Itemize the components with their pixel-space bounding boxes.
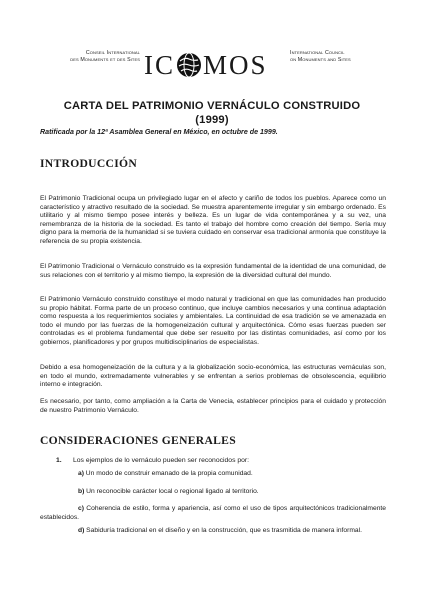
sub-list-item: [40, 470, 386, 479]
sub-item-text: Sabiduría tradicional en el diseño y en la construcción, que es trasmitida de manera informal.: [84, 527, 362, 534]
letterhead-english-name: [290, 50, 386, 64]
sub-item-text: Un reconocible carácter local o regional ligado al territorio.: [84, 488, 259, 495]
logo-text-left: IC: [144, 49, 175, 80]
letterhead: [40, 44, 386, 84]
logo-text-right: MOS: [203, 49, 268, 80]
intro-paragraph: El Patrimonio Vernáculo construido constituye el modo natural y tradicional en que las comunidades han producido su propio hábitat. Forma parte de un proceso continuo, que incluye cambios necesarios y una continua adaptación como respuesta a los requerimientos sociales y ambientales. La continuidad de esa tradición se ve amenazada en todo el mundo por las fuerzas de la homogeneización cultural y arquitectónica. Cómo esas fuerzas pueden ser controladas es el problema fundamental que debe ser resuelto por las distintas comunidades, así como por los gobiernos, planificadores y por grupos multidisciplinarios de especialistas.: [40, 296, 386, 346]
intro-paragraph: Es necesario, por tanto, como ampliación a la Carta de Venecia, establecer principios para el cuidado y protección de nuestro Patrimonio Vernáculo.: [40, 398, 386, 414]
icomos-logo: [144, 44, 294, 80]
sub-list-item: [40, 505, 386, 523]
document-title: [30, 99, 394, 127]
sub-item-label: a): [78, 470, 84, 477]
intro-paragraph: El Patrimonio Tradicional o Vernáculo construido es la expresión fundamental de la identidad de una comunidad, de sus relaciones con el territorio y al mismo tiempo, la expresión de la diversidad cultural del mundo.: [40, 263, 386, 279]
section-heading-consideraciones: CONSIDERACIONES GENERALES: [40, 434, 236, 447]
document-title-line1: CARTA DEL PATRIMONIO VERNÁCULO CONSTRUIDO: [63, 100, 361, 112]
section-heading-introduccion: INTRODUCCIÓN: [40, 157, 138, 170]
sub-item-text: Un modo de construir emanado de la propia comunidad.: [83, 470, 253, 477]
intro-paragraph: Debido a esa homogeneización de la cultura y a la globalización socio-económica, las estructuras vernáculas son, en todo el mundo, extremadamente vulnerables y se enfrentan a serios problemas de obsolescencia, equilibrio interno e integración.: [40, 364, 386, 389]
letterhead-left-line1: Conseil International: [85, 50, 140, 56]
letterhead-french-name: [40, 50, 140, 64]
letterhead-right-line1: International Council: [290, 50, 345, 56]
globe-icon: [176, 52, 202, 78]
intro-paragraph: El Patrimonio Tradicional ocupa un privilegiado lugar en el afecto y cariño de todos los pueblos. Aparece como un característico y atractivo resultado de la sociedad. Se muestra aparentemente irregular y sin embargo ordenado. Es utilitario y al mismo tiempo posee interés y belleza. Es un lugar de vida contemporánea y a su vez, una remembranza de la historia de la sociedad. Es tanto el trabajo del hombre como creación del tiempo. Sería muy digno para la memoria de la humanidad si se tuviera cuidado en conservar esa tradicional armonía que constituye la referencia de su propia existencia.: [40, 195, 386, 245]
sub-item-label: c): [78, 505, 84, 512]
sub-list-item: [40, 488, 386, 497]
letterhead-right-line2: on Monuments and Sites: [290, 57, 351, 63]
letterhead-left-line2: des Monuments et des Sites: [70, 57, 140, 63]
sub-item-label: d): [78, 527, 85, 534]
sub-item-text: Coherencia de estilo, forma y apariencia, así como el uso de tipos arquitectónicos tradicionalmente establecidos.: [40, 505, 386, 521]
document-title-year: (1999): [195, 114, 229, 126]
list-item-number: 1.: [56, 457, 62, 464]
sub-list-item: [40, 527, 386, 536]
list-item-text: Los ejemplos de lo vernáculo pueden ser reconocidos por:: [73, 457, 250, 464]
ratification-note: Ratificada por la 12ª Asamblea General en México, en octubre de 1999.: [40, 128, 278, 136]
sub-item-label: b): [78, 488, 85, 495]
